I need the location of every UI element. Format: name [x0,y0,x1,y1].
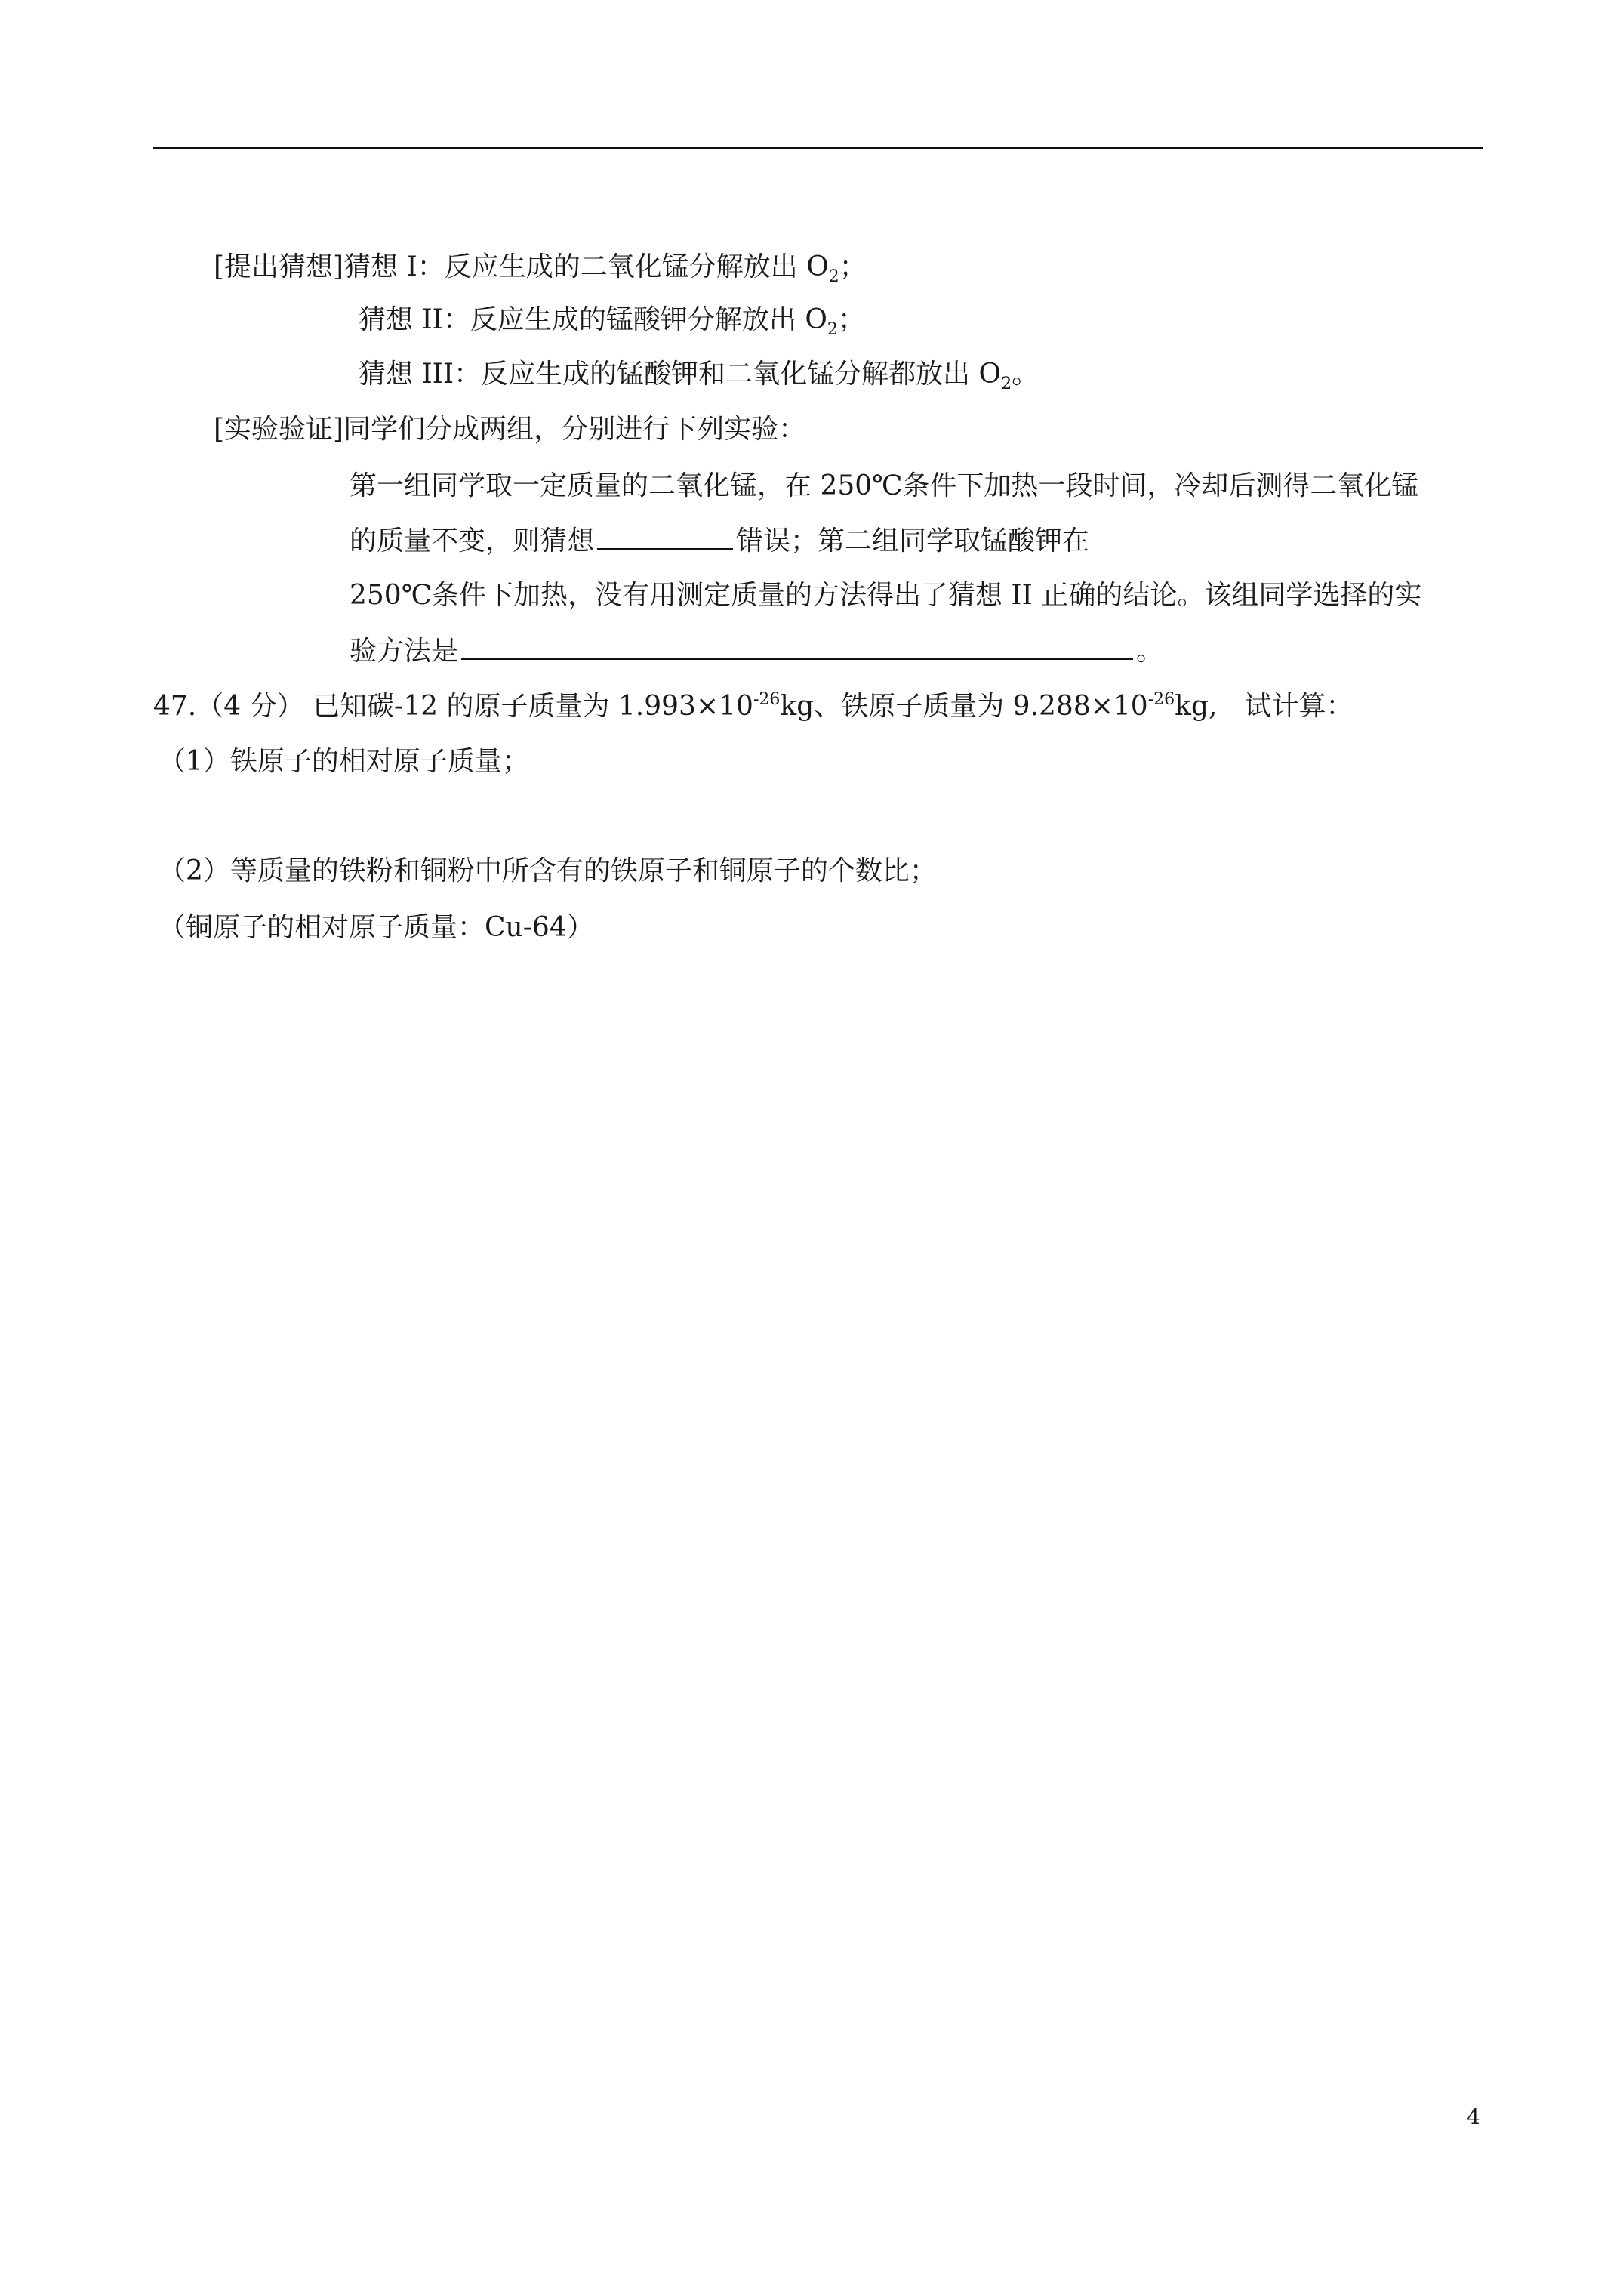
answer-blank-method[interactable] [461,633,1133,660]
hypothesis-3: 猜想 III：反应生成的锰酸钾和二氧化锰分解都放出 $O_2$。 [359,359,1039,393]
question-47-note: （铜原子的相对原子质量：Cu-64） [159,912,594,943]
hypothesis-1: [提出猜想]猜想 I：反应生成的二氧化锰分解放出 $O_2$； [214,251,867,286]
experiment-line-3: 250℃条件下加热，没有用测定质量的方法得出了猜想 II 正确的结论。该组同学选择的实 [350,580,1422,611]
experiment-label: [实验验证] [214,414,344,445]
answer-blank-hypothesis[interactable] [597,522,733,550]
header-rule [153,147,1483,149]
question-47-stem: 47.（4 分） 已知碳-12 的原子质量为 $1.993\times 10^{-26}kg$、铁原子质量为 $9.288\times 10^{-26}kg$, 试计算： [153,690,1354,722]
page-number: 4 [1467,2104,1480,2129]
hypothesis-label: [提出猜想] [214,251,344,282]
question-47-part-1: （1）铁原子的相对原子质量； [159,746,529,777]
question-47-part-2: （2）等质量的铁粉和铜粉中所含有的铁原子和铜原子的个数比； [159,855,937,886]
experiment-line-2: 的质量不变，则猜想 错误；第二组同学取锰酸钾在 [350,522,1089,559]
hypothesis-2: 猜想 II：反应生成的锰酸钾分解放出 $O_2$； [359,304,865,339]
experiment-line-4: 验方法是 。 [350,633,1163,670]
experiment-intro: [实验验证]同学们分成两组，分别进行下列实验： [214,414,806,445]
experiment-line-1: 第一组同学取一定质量的二氧化锰，在 250℃条件下加热一段时间，冷却后测得二氧化锰 [350,470,1419,501]
